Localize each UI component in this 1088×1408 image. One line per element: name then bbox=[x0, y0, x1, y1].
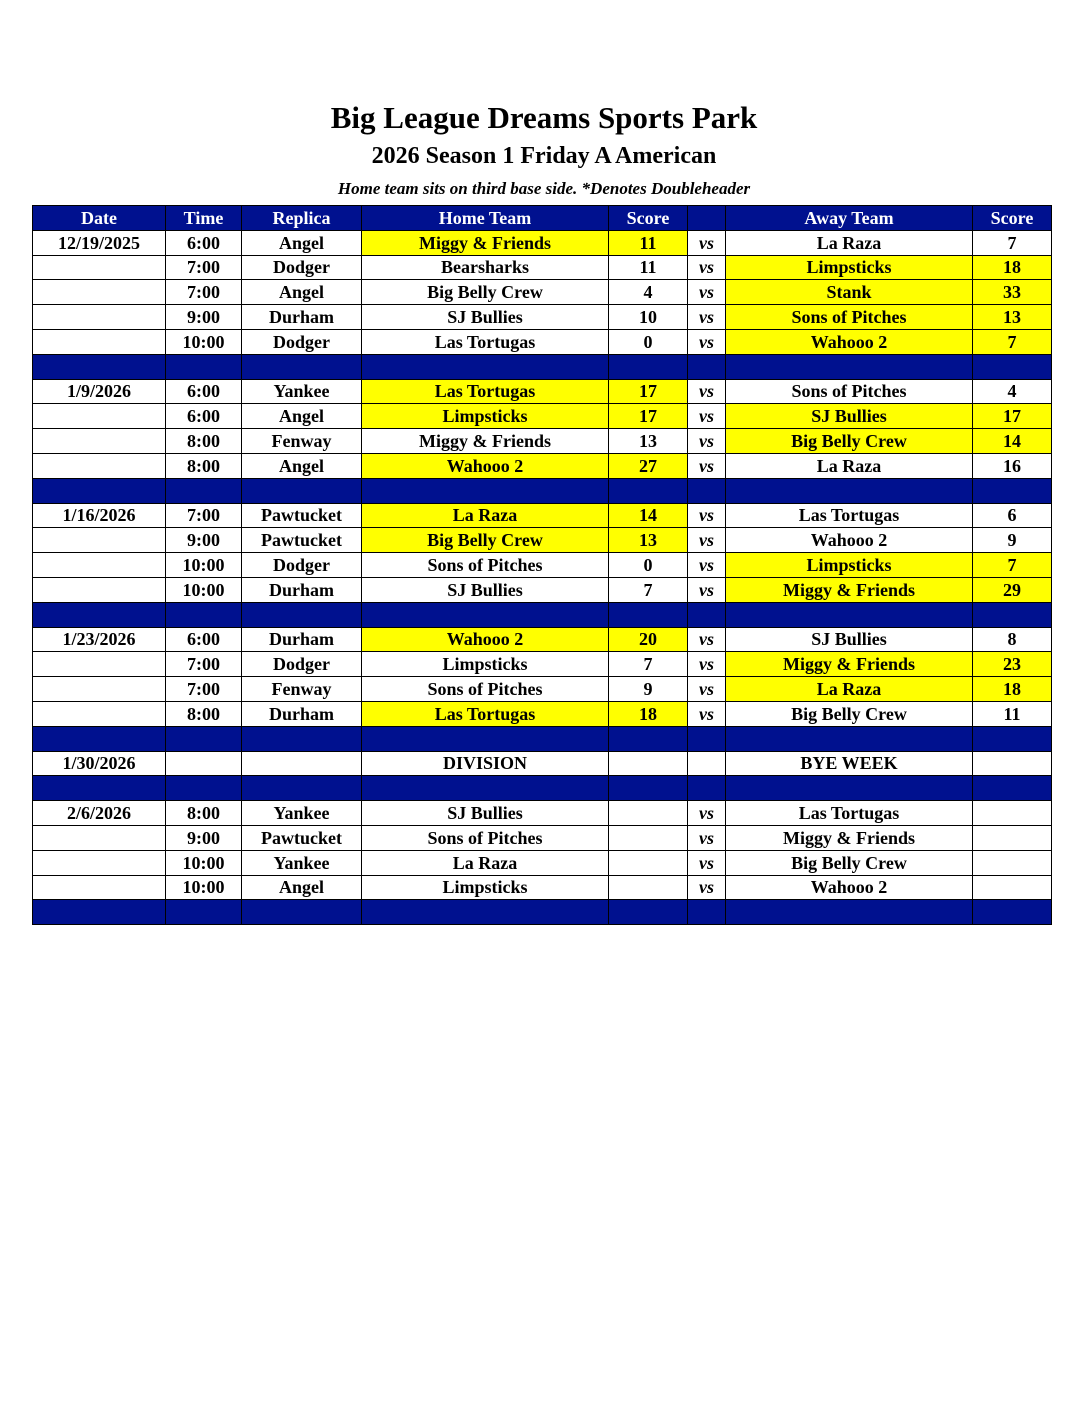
home-team-cell: Limpsticks bbox=[362, 652, 609, 677]
date-cell bbox=[33, 652, 166, 677]
replica-cell: Yankee bbox=[242, 801, 362, 826]
home-team-cell: Las Tortugas bbox=[362, 701, 609, 726]
home-score-cell: 11 bbox=[609, 255, 688, 280]
replica-cell: Fenway bbox=[242, 429, 362, 454]
game-row bbox=[33, 305, 1052, 330]
separator-cell bbox=[362, 354, 609, 379]
home-score-cell: 14 bbox=[609, 503, 688, 528]
separator-cell bbox=[973, 726, 1052, 751]
home-score-cell: 7 bbox=[609, 577, 688, 602]
separator-cell bbox=[726, 478, 973, 503]
game-row bbox=[33, 701, 1052, 726]
separator-cell bbox=[33, 900, 166, 925]
away-score-cell: 16 bbox=[973, 453, 1052, 478]
away-team-cell: Big Belly Crew bbox=[726, 850, 973, 875]
replica-cell: Durham bbox=[242, 627, 362, 652]
game-row bbox=[33, 652, 1052, 677]
col-header-home-score: Score bbox=[609, 206, 688, 231]
away-team-cell: La Raza bbox=[726, 230, 973, 255]
away-score-cell bbox=[973, 801, 1052, 826]
away-score-cell: 17 bbox=[973, 404, 1052, 429]
col-header-away-score: Score bbox=[973, 206, 1052, 231]
away-score-cell: 11 bbox=[973, 701, 1052, 726]
separator-cell bbox=[33, 776, 166, 801]
time-cell: 7:00 bbox=[166, 677, 242, 702]
time-cell: 7:00 bbox=[166, 652, 242, 677]
time-cell bbox=[166, 751, 242, 776]
game-row bbox=[33, 503, 1052, 528]
game-row bbox=[33, 801, 1052, 826]
game-row bbox=[33, 429, 1052, 454]
separator-cell bbox=[609, 602, 688, 627]
separator-cell bbox=[242, 354, 362, 379]
week-separator-row bbox=[33, 602, 1052, 627]
separator-cell bbox=[362, 602, 609, 627]
date-cell bbox=[33, 701, 166, 726]
separator-cell bbox=[973, 900, 1052, 925]
home-team-cell: La Raza bbox=[362, 850, 609, 875]
away-team-cell: La Raza bbox=[726, 453, 973, 478]
away-score-cell bbox=[973, 751, 1052, 776]
away-score-cell: 4 bbox=[973, 379, 1052, 404]
separator-cell bbox=[973, 602, 1052, 627]
away-team-cell: BYE WEEK bbox=[726, 751, 973, 776]
replica-cell: Dodger bbox=[242, 553, 362, 578]
schedule-note: Home team sits on third base side. *Denotes Doubleheader bbox=[337, 179, 751, 198]
time-cell: 10:00 bbox=[166, 553, 242, 578]
replica-cell: Durham bbox=[242, 305, 362, 330]
time-cell: 7:00 bbox=[166, 255, 242, 280]
vs-label: vs bbox=[688, 825, 726, 850]
away-team-cell: Limpsticks bbox=[726, 553, 973, 578]
replica-cell: Angel bbox=[242, 453, 362, 478]
separator-cell bbox=[609, 354, 688, 379]
col-header-away-team: Away Team bbox=[726, 206, 973, 231]
replica-cell: Angel bbox=[242, 280, 362, 305]
vs-label: vs bbox=[688, 677, 726, 702]
col-header-vs bbox=[688, 206, 726, 231]
replica-cell: Fenway bbox=[242, 677, 362, 702]
game-row bbox=[33, 850, 1052, 875]
separator-cell bbox=[33, 602, 166, 627]
game-row bbox=[33, 577, 1052, 602]
separator-cell bbox=[688, 900, 726, 925]
game-row bbox=[33, 453, 1052, 478]
time-cell: 8:00 bbox=[166, 701, 242, 726]
home-score-cell: 27 bbox=[609, 453, 688, 478]
away-score-cell: 23 bbox=[973, 652, 1052, 677]
home-score-cell: 10 bbox=[609, 305, 688, 330]
vs-label: vs bbox=[688, 850, 726, 875]
separator-cell bbox=[726, 354, 973, 379]
away-team-cell: Wahooo 2 bbox=[726, 329, 973, 354]
game-row bbox=[33, 751, 1052, 776]
home-team-cell: Limpsticks bbox=[362, 404, 609, 429]
time-cell: 7:00 bbox=[166, 280, 242, 305]
vs-label: vs bbox=[688, 528, 726, 553]
away-team-cell: SJ Bullies bbox=[726, 404, 973, 429]
game-row bbox=[33, 329, 1052, 354]
vs-label: vs bbox=[688, 280, 726, 305]
away-team-cell: Las Tortugas bbox=[726, 801, 973, 826]
date-cell: 1/16/2026 bbox=[33, 503, 166, 528]
date-cell: 1/23/2026 bbox=[33, 627, 166, 652]
home-score-cell bbox=[609, 850, 688, 875]
home-team-cell: Miggy & Friends bbox=[362, 429, 609, 454]
replica-cell: Dodger bbox=[242, 329, 362, 354]
home-score-cell: 7 bbox=[609, 652, 688, 677]
col-header-time: Time bbox=[166, 206, 242, 231]
time-cell: 6:00 bbox=[166, 230, 242, 255]
away-score-cell: 9 bbox=[973, 528, 1052, 553]
time-cell: 8:00 bbox=[166, 429, 242, 454]
vs-label: vs bbox=[688, 652, 726, 677]
away-team-cell: Wahooo 2 bbox=[726, 528, 973, 553]
separator-cell bbox=[688, 726, 726, 751]
home-score-cell: 20 bbox=[609, 627, 688, 652]
date-cell bbox=[33, 404, 166, 429]
away-score-cell: 7 bbox=[973, 230, 1052, 255]
date-cell bbox=[33, 577, 166, 602]
separator-cell bbox=[688, 602, 726, 627]
away-team-cell: Big Belly Crew bbox=[726, 429, 973, 454]
date-cell bbox=[33, 429, 166, 454]
separator-cell bbox=[973, 354, 1052, 379]
separator-cell bbox=[166, 602, 242, 627]
home-score-cell: 13 bbox=[609, 429, 688, 454]
date-cell bbox=[33, 850, 166, 875]
home-score-cell: 17 bbox=[609, 379, 688, 404]
replica-cell: Pawtucket bbox=[242, 503, 362, 528]
time-cell: 6:00 bbox=[166, 379, 242, 404]
replica-cell: Dodger bbox=[242, 652, 362, 677]
separator-cell bbox=[166, 478, 242, 503]
home-score-cell: 13 bbox=[609, 528, 688, 553]
away-team-cell: Wahooo 2 bbox=[726, 875, 973, 900]
game-row bbox=[33, 875, 1052, 900]
schedule-body bbox=[33, 230, 1052, 924]
away-team-cell: Miggy & Friends bbox=[726, 652, 973, 677]
date-cell bbox=[33, 280, 166, 305]
time-cell: 9:00 bbox=[166, 305, 242, 330]
home-team-cell: Limpsticks bbox=[362, 875, 609, 900]
time-cell: 10:00 bbox=[166, 875, 242, 900]
vs-label bbox=[688, 751, 726, 776]
away-score-cell: 8 bbox=[973, 627, 1052, 652]
separator-cell bbox=[242, 726, 362, 751]
vs-label: vs bbox=[688, 503, 726, 528]
col-header-home-team: Home Team bbox=[362, 206, 609, 231]
separator-cell bbox=[609, 776, 688, 801]
time-cell: 6:00 bbox=[166, 627, 242, 652]
replica-cell: Durham bbox=[242, 577, 362, 602]
date-cell bbox=[33, 255, 166, 280]
separator-cell bbox=[242, 900, 362, 925]
away-score-cell: 18 bbox=[973, 255, 1052, 280]
date-cell bbox=[33, 453, 166, 478]
separator-cell bbox=[33, 354, 166, 379]
replica-cell: Pawtucket bbox=[242, 825, 362, 850]
time-cell: 9:00 bbox=[166, 825, 242, 850]
game-row bbox=[33, 825, 1052, 850]
time-cell: 10:00 bbox=[166, 329, 242, 354]
home-team-cell: Sons of Pitches bbox=[362, 677, 609, 702]
date-cell: 12/19/2025 bbox=[33, 230, 166, 255]
vs-label: vs bbox=[688, 429, 726, 454]
home-team-cell: SJ Bullies bbox=[362, 305, 609, 330]
home-score-cell: 18 bbox=[609, 701, 688, 726]
week-separator-row bbox=[33, 776, 1052, 801]
schedule-table bbox=[32, 205, 1052, 925]
away-score-cell: 6 bbox=[973, 503, 1052, 528]
separator-cell bbox=[726, 726, 973, 751]
week-separator-row bbox=[33, 478, 1052, 503]
vs-label: vs bbox=[688, 379, 726, 404]
away-team-cell: Limpsticks bbox=[726, 255, 973, 280]
home-score-cell: 11 bbox=[609, 230, 688, 255]
replica-cell: Angel bbox=[242, 875, 362, 900]
vs-label: vs bbox=[688, 230, 726, 255]
replica-cell: Durham bbox=[242, 701, 362, 726]
separator-cell bbox=[973, 776, 1052, 801]
home-team-cell: Big Belly Crew bbox=[362, 280, 609, 305]
away-score-cell: 13 bbox=[973, 305, 1052, 330]
home-team-cell: Sons of Pitches bbox=[362, 553, 609, 578]
home-score-cell: 0 bbox=[609, 329, 688, 354]
col-header-date: Date bbox=[33, 206, 166, 231]
home-team-cell: DIVISION bbox=[362, 751, 609, 776]
separator-cell bbox=[242, 602, 362, 627]
date-cell bbox=[33, 553, 166, 578]
away-score-cell: 7 bbox=[973, 553, 1052, 578]
replica-cell: Yankee bbox=[242, 850, 362, 875]
home-score-cell bbox=[609, 801, 688, 826]
header-row bbox=[33, 206, 1052, 231]
date-cell bbox=[33, 677, 166, 702]
away-team-cell: Stank bbox=[726, 280, 973, 305]
separator-cell bbox=[688, 478, 726, 503]
away-score-cell: 14 bbox=[973, 429, 1052, 454]
vs-label: vs bbox=[688, 801, 726, 826]
replica-cell: Angel bbox=[242, 404, 362, 429]
home-score-cell: 17 bbox=[609, 404, 688, 429]
col-header-replica: Replica bbox=[242, 206, 362, 231]
home-team-cell: Wahooo 2 bbox=[362, 627, 609, 652]
home-team-cell: SJ Bullies bbox=[362, 577, 609, 602]
separator-cell bbox=[609, 726, 688, 751]
separator-cell bbox=[362, 776, 609, 801]
separator-cell bbox=[688, 776, 726, 801]
vs-label: vs bbox=[688, 453, 726, 478]
home-team-cell: Big Belly Crew bbox=[362, 528, 609, 553]
separator-cell bbox=[973, 478, 1052, 503]
separator-cell bbox=[726, 900, 973, 925]
home-score-cell bbox=[609, 825, 688, 850]
time-cell: 10:00 bbox=[166, 577, 242, 602]
game-row bbox=[33, 627, 1052, 652]
game-row bbox=[33, 255, 1052, 280]
date-cell: 1/9/2026 bbox=[33, 379, 166, 404]
date-cell bbox=[33, 528, 166, 553]
vs-label: vs bbox=[688, 577, 726, 602]
away-score-cell bbox=[973, 875, 1052, 900]
separator-cell bbox=[609, 900, 688, 925]
home-team-cell: Bearsharks bbox=[362, 255, 609, 280]
separator-cell bbox=[166, 354, 242, 379]
vs-label: vs bbox=[688, 305, 726, 330]
week-separator-row bbox=[33, 900, 1052, 925]
separator-cell bbox=[362, 900, 609, 925]
home-score-cell: 4 bbox=[609, 280, 688, 305]
away-team-cell: Sons of Pitches bbox=[726, 379, 973, 404]
separator-cell bbox=[726, 602, 973, 627]
game-row bbox=[33, 553, 1052, 578]
week-separator-row bbox=[33, 726, 1052, 751]
date-cell: 2/6/2026 bbox=[33, 801, 166, 826]
away-score-cell bbox=[973, 850, 1052, 875]
home-team-cell: Wahooo 2 bbox=[362, 453, 609, 478]
date-cell bbox=[33, 329, 166, 354]
away-team-cell: Miggy & Friends bbox=[726, 825, 973, 850]
separator-cell bbox=[362, 478, 609, 503]
away-team-cell: SJ Bullies bbox=[726, 627, 973, 652]
home-score-cell bbox=[609, 751, 688, 776]
separator-cell bbox=[166, 726, 242, 751]
away-score-cell: 29 bbox=[973, 577, 1052, 602]
vs-label: vs bbox=[688, 553, 726, 578]
time-cell: 10:00 bbox=[166, 850, 242, 875]
replica-cell: Yankee bbox=[242, 379, 362, 404]
home-score-cell: 9 bbox=[609, 677, 688, 702]
away-team-cell: Miggy & Friends bbox=[726, 577, 973, 602]
home-team-cell: Sons of Pitches bbox=[362, 825, 609, 850]
date-cell: 1/30/2026 bbox=[33, 751, 166, 776]
separator-cell bbox=[688, 354, 726, 379]
separator-cell bbox=[166, 900, 242, 925]
vs-label: vs bbox=[688, 404, 726, 429]
away-score-cell: 18 bbox=[973, 677, 1052, 702]
time-cell: 9:00 bbox=[166, 528, 242, 553]
time-cell: 6:00 bbox=[166, 404, 242, 429]
game-row bbox=[33, 677, 1052, 702]
away-score-cell: 33 bbox=[973, 280, 1052, 305]
separator-cell bbox=[242, 478, 362, 503]
game-row bbox=[33, 230, 1052, 255]
game-row bbox=[33, 404, 1052, 429]
time-cell: 8:00 bbox=[166, 453, 242, 478]
game-row bbox=[33, 280, 1052, 305]
date-cell bbox=[33, 875, 166, 900]
separator-cell bbox=[362, 726, 609, 751]
vs-label: vs bbox=[688, 329, 726, 354]
date-cell bbox=[33, 305, 166, 330]
away-score-cell: 7 bbox=[973, 329, 1052, 354]
home-team-cell: Las Tortugas bbox=[362, 379, 609, 404]
week-separator-row bbox=[33, 354, 1052, 379]
home-team-cell: SJ Bullies bbox=[362, 801, 609, 826]
date-cell bbox=[33, 825, 166, 850]
page-title: Big League Dreams Sports Park bbox=[330, 100, 758, 135]
home-score-cell: 0 bbox=[609, 553, 688, 578]
home-score-cell bbox=[609, 875, 688, 900]
separator-cell bbox=[33, 726, 166, 751]
away-score-cell bbox=[973, 825, 1052, 850]
time-cell: 8:00 bbox=[166, 801, 242, 826]
away-team-cell: Las Tortugas bbox=[726, 503, 973, 528]
home-team-cell: Las Tortugas bbox=[362, 329, 609, 354]
replica-cell bbox=[242, 751, 362, 776]
home-team-cell: La Raza bbox=[362, 503, 609, 528]
separator-cell bbox=[726, 776, 973, 801]
separator-cell bbox=[242, 776, 362, 801]
game-row bbox=[33, 379, 1052, 404]
vs-label: vs bbox=[688, 627, 726, 652]
replica-cell: Angel bbox=[242, 230, 362, 255]
vs-label: vs bbox=[688, 255, 726, 280]
replica-cell: Dodger bbox=[242, 255, 362, 280]
vs-label: vs bbox=[688, 875, 726, 900]
separator-cell bbox=[33, 478, 166, 503]
time-cell: 7:00 bbox=[166, 503, 242, 528]
away-team-cell: Sons of Pitches bbox=[726, 305, 973, 330]
replica-cell: Pawtucket bbox=[242, 528, 362, 553]
home-team-cell: Miggy & Friends bbox=[362, 230, 609, 255]
separator-cell bbox=[166, 776, 242, 801]
away-team-cell: La Raza bbox=[726, 677, 973, 702]
game-row bbox=[33, 528, 1052, 553]
vs-label: vs bbox=[688, 701, 726, 726]
away-team-cell: Big Belly Crew bbox=[726, 701, 973, 726]
page-subtitle: 2026 Season 1 Friday A American bbox=[371, 143, 717, 169]
separator-cell bbox=[609, 478, 688, 503]
